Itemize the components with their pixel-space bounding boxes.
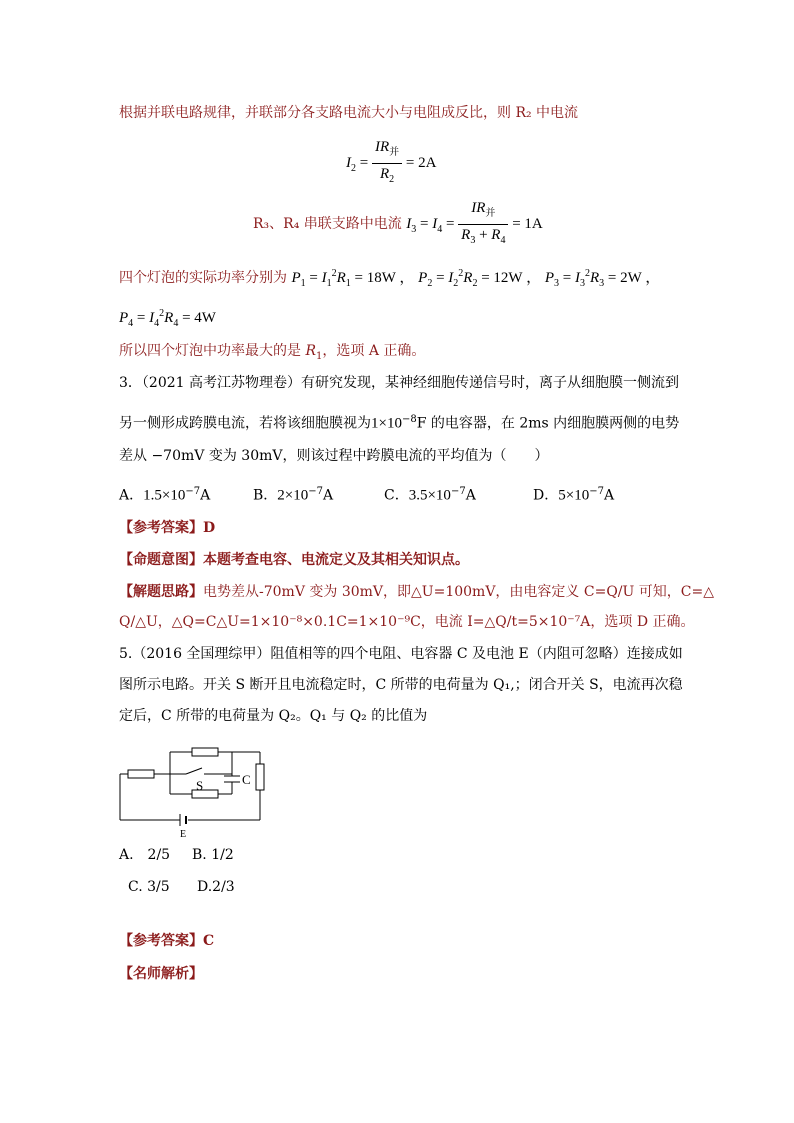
- circuit-diagram: [114, 746, 276, 838]
- intro-text: 根据并联电路规律，并联部分各支路电流大小与电阻成反比，则 R₂ 中电流: [119, 105, 579, 121]
- switch-blade: [186, 768, 202, 774]
- q3-intent: 【命题意图】本题考查电容、电流定义及其相关知识点。: [119, 552, 469, 568]
- q5-analysis: 【名师解析】: [119, 966, 203, 982]
- resistor-left: [128, 770, 154, 778]
- power-line: 四个灯泡的实际功率分别为 $P_1 = I_1^2R_1 = 18W$ ， $P_2 = I_2^2R_2 = 12W$ ， $P_3 = I_3^2R_3 = 2W$ ，: [119, 268, 661, 289]
- resistor-top: [192, 748, 218, 756]
- equation-i34: R₃、R₄ 串联支路中电流 $I_3 = I_4$ = $\frac{IR_并}{R_3 + R_4}$ = 1A: [253, 200, 543, 246]
- q3-line2: 另一侧形成跨膜电流，若将该细胞膜视为$1\times 10^{-8}F$ 的电容器，在 2ms 内细胞膜两侧的电势: [119, 414, 680, 432]
- q3-option-d: D．$5\times 10^{-7}A$: [533, 486, 615, 504]
- q3-option-b: B．$2\times 10^{-7}A$: [253, 486, 334, 504]
- power-line-p4: $P_4 = I_4^2R_4 = 4W$: [119, 308, 216, 329]
- q5-answer: 【参考答案】C: [119, 933, 215, 949]
- conclusion-text: 所以四个灯泡中功率最大的是 $R_1$，选项 A 正确。: [119, 343, 426, 362]
- capacitor-label: C: [242, 772, 251, 787]
- q3-line1: 3．（2021 高考江苏物理卷）有研究发现，某神经细胞传递信号时，离子从细胞膜一侧流到: [119, 375, 679, 391]
- switch-label: S: [196, 778, 204, 793]
- q3-line3: 差从 −70mV 变为 30mV，则该过程中跨膜电流的平均值为（ ）: [119, 448, 549, 464]
- q5-line3: 定后，C 所带的电荷量为 Q₂。Q₁ 与 Q₂ 的比值为: [119, 708, 428, 724]
- q3-idea-line2: Q/△U，△Q=C△U=1×10⁻⁸×0.1C=1×10⁻⁹C，电流 I=△Q/t=5×10⁻⁷A，选项 D 正确。: [119, 614, 695, 630]
- equation-i2: $I_2$ = $\frac{IR_并}{R_2}$ = 2A: [346, 139, 437, 185]
- battery-label: E: [180, 829, 187, 838]
- q5-line2: 图所示电路。开关 S 断开且电流稳定时，C 所带的电荷量为 Q₁,；闭合开关 S，电流再次稳: [119, 677, 683, 693]
- q5-option-a: A. 2/5: [119, 847, 171, 863]
- q5-option-b: B. 1/2: [192, 847, 234, 863]
- q5-option-d: D.2/3: [197, 879, 235, 895]
- q3-answer: 【参考答案】D: [119, 520, 216, 536]
- q3-option-c: C．$3.5\times 10^{-7}A$: [384, 486, 476, 504]
- q3-idea-line1: 【解题思路】电势差从-70mV 变为 30mV，即△U=100mV，由电容定义 C=Q/U 可知，C=△: [119, 584, 714, 600]
- q3-option-a: A．$1.5\times 10^{-7}A$: [119, 486, 211, 504]
- resistor-right: [256, 764, 264, 790]
- q5-option-c: C. 3/5: [128, 879, 170, 895]
- q5-line1: 5.（2016 全国理综甲）阻值相等的四个电阻、电容器 C 及电池 E（内阻可忽略）连接成如: [119, 646, 683, 662]
